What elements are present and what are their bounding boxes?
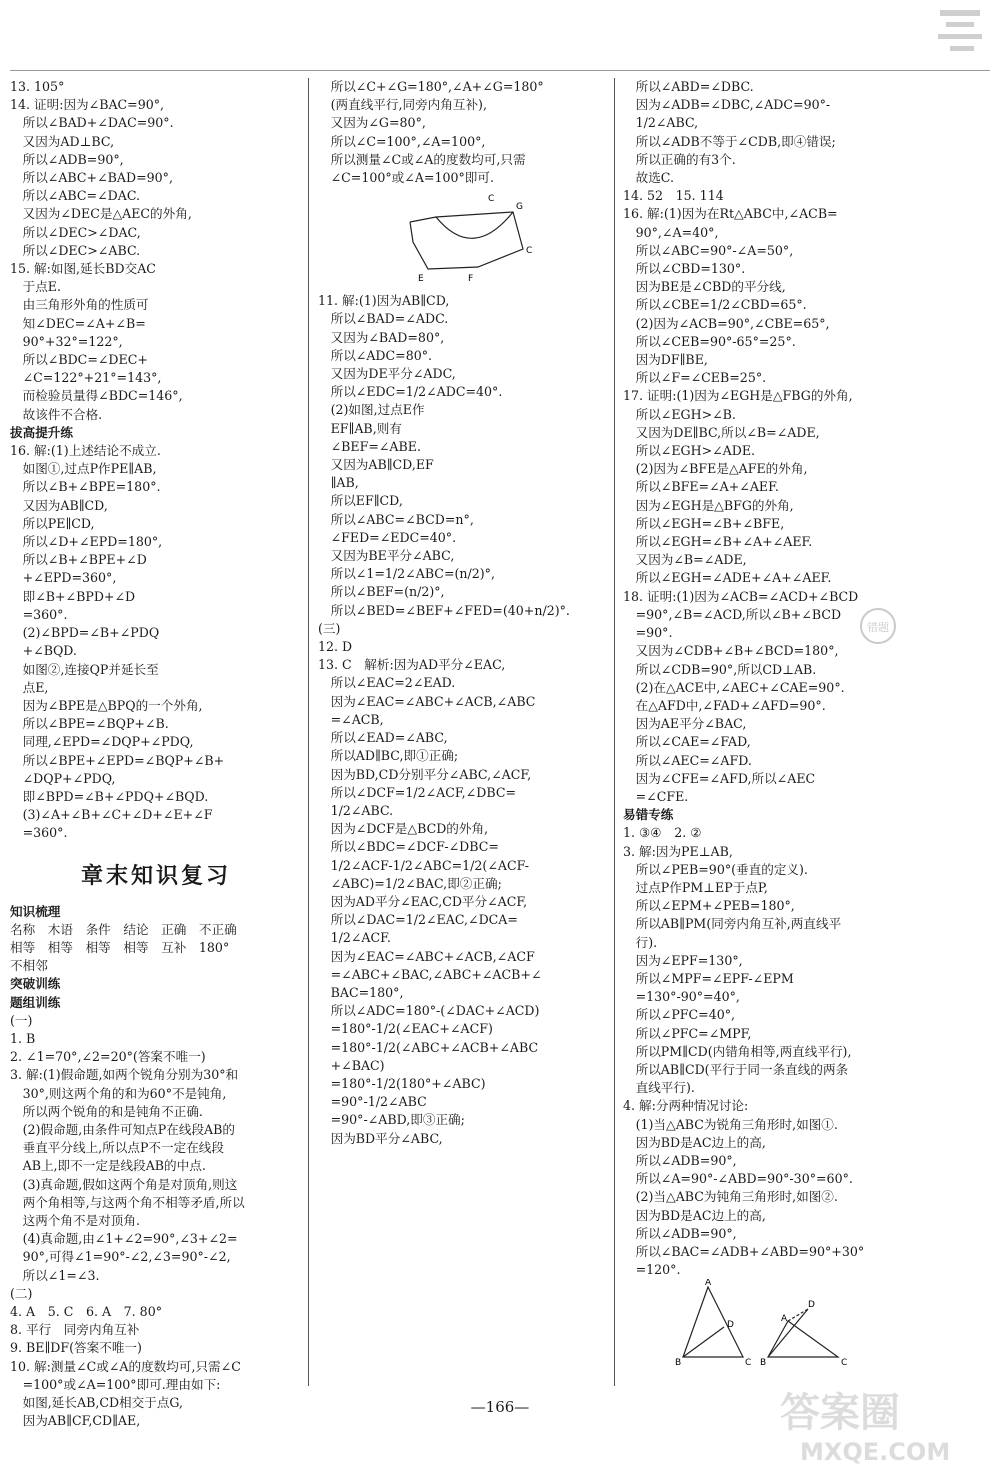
col3-line: 所以∠EGH=∠B+∠BFE, xyxy=(623,515,785,531)
col3-line: 因为BD是AC边上的高, xyxy=(623,1134,766,1150)
col3-line: (2)当△ABC为钝角三角形时,如图②. xyxy=(623,1189,838,1205)
svg-text:C: C xyxy=(841,1358,848,1369)
col2b-line: ∠BEF=∠ABE. xyxy=(318,438,421,454)
col1-line: 90°+32°=122°, xyxy=(10,333,123,349)
col2b-line: 又因为∠BAD=80°, xyxy=(318,329,445,345)
col3-line: (1)当△ABC为锐角三角形时,如图①. xyxy=(623,1116,838,1132)
col3-line: 90°,∠A=40°, xyxy=(623,224,719,240)
column-2-part-a xyxy=(318,78,610,187)
col2b-line: 1/2∠ACF. xyxy=(318,930,391,946)
col2b-line: 1/2∠ACF-1/2∠ABC=1/2(∠ACF- xyxy=(318,857,530,873)
col1-line: 所以∠DEC>∠DAC, xyxy=(10,224,141,240)
col3-line: 所以∠BFE=∠A+∠AEF. xyxy=(623,479,779,495)
col1-line: 所以∠BPE+∠EPD=∠BQP+∠B+ xyxy=(10,752,225,768)
col3-line: 所以∠CAE=∠FAD, xyxy=(623,734,751,750)
col2b-line: 因为∠EAC=∠ABC+∠ACB,∠ABC xyxy=(318,693,536,709)
col1b-line: (2)假命题,由条件可知点P在线段AB的 xyxy=(10,1121,235,1137)
svg-text:D: D xyxy=(808,1300,815,1311)
col1b-line: (二) xyxy=(10,1285,33,1301)
col3-line: 所以PM∥CD(内错角相等,两直线平行), xyxy=(623,1043,852,1059)
col1-line: ∠C=122°+21°=143°, xyxy=(10,370,162,386)
col3-line: 又因为DE∥BC,所以∠B=∠ADE, xyxy=(623,424,820,440)
col2b-line: 所以∠BAD=∠ADC. xyxy=(318,311,449,327)
col3-line: 因为BE是∠CBD的平分线, xyxy=(623,279,786,295)
col1b-line: 相等 相等 相等 相等 互补 180° xyxy=(10,939,230,955)
col1-line: 所以∠D+∠EPD=180°, xyxy=(10,534,163,550)
col3-line: 所以∠MPF=∠EPF-∠EPM xyxy=(623,970,794,986)
col3-line: 因为∠EPF=130°, xyxy=(623,952,743,968)
col2b-line: 所以∠EAD=∠ABC, xyxy=(318,730,448,746)
col3-line: 行). xyxy=(623,934,658,950)
col3-line: 因为∠EGH是△BFG的外角, xyxy=(623,497,794,513)
col3-line: 所以∠A=90°-∠ABD=90°-30°=60°. xyxy=(623,1171,853,1187)
col1-line: 所以∠ADB=90°, xyxy=(10,151,124,167)
col3-line: 所以∠AEC=∠AFD. xyxy=(623,752,752,768)
col3-line: 所以∠EGH>∠B. xyxy=(623,406,736,422)
col2b-line: 又因为AB∥CD,EF xyxy=(318,457,434,473)
col3-line: 在△AFD中,∠FAD+∠AFD=90°. xyxy=(623,697,826,713)
col3-line: 因为∠ADB=∠DBC,∠ADC=90°- xyxy=(623,97,831,113)
column-2-part-b xyxy=(318,292,610,1148)
col2b-line: 所以∠BED=∠BEF+∠FED=(40+n/2)°. xyxy=(318,602,570,618)
page-number: —166— xyxy=(470,1398,530,1416)
col3-line: (2)在△ACE中,∠AEC+∠CAE=90°. xyxy=(623,679,845,695)
col2b-line: EF∥AB,则有 xyxy=(318,420,402,436)
col2b-line: (三) xyxy=(318,620,341,636)
col2b-line: 所以∠EDC=1/2∠ADC=40°. xyxy=(318,384,503,400)
figure-pentagon-arc xyxy=(318,187,608,292)
column-divider-1 xyxy=(308,78,309,1386)
col1-line: 所以∠BDC=∠DEC+ xyxy=(10,352,148,368)
col3-line: 因为BD是AC边上的高, xyxy=(623,1207,766,1223)
col3-line: 所以∠BAC=∠ADB+∠ABD=90°+30° xyxy=(623,1244,865,1259)
col3-line: 4. 解:分两种情况讨论: xyxy=(623,1098,749,1114)
svg-text:C: C xyxy=(488,194,495,205)
col2b-line: BAC=180°, xyxy=(318,984,404,1000)
col1b-line: 因为AB∥CF,CD∥AE, xyxy=(10,1413,141,1429)
col1b-line: =100°或∠A=100°即可.理由如下: xyxy=(10,1376,221,1392)
col1b-line: 10. 解:测量∠C或∠A的度数均可,只需∠C xyxy=(10,1358,241,1374)
corner-logo-icon xyxy=(920,2,990,57)
svg-text:答案圈: 答案圈 xyxy=(780,1390,900,1436)
col1b-line: 题组训练 xyxy=(10,994,61,1010)
col1b-line: 垂直平分线上,所以点P不一定在线段 xyxy=(10,1140,224,1156)
col2b-line: 又因为BE平分∠ABC, xyxy=(318,548,455,564)
col2b-line: 所以∠BDC=∠DCF-∠DBC= xyxy=(318,839,499,855)
col1-line: 所以∠B+∠BPE=180°. xyxy=(10,479,161,495)
col2-line: ∠C=100°或∠A=100°即可. xyxy=(318,170,494,186)
col2b-line: 所以∠ADC=180°-(∠DAC+∠ACD) xyxy=(318,1003,540,1019)
col1-line: 即∠BPD=∠B+∠PDQ+∠BQD. xyxy=(10,788,209,804)
col1-line: (2)∠BPD=∠B+∠PDQ xyxy=(10,625,160,641)
col2b-line: 因为BD平分∠ABC, xyxy=(318,1130,443,1146)
col2b-line: ∥AB, xyxy=(318,475,359,491)
col2b-line: 12. D xyxy=(318,639,353,655)
col3-line: 3. 解:因为PE⊥AB, xyxy=(623,843,733,859)
col2b-line: 所以∠EAC=2∠EAD. xyxy=(318,675,456,691)
col3-line: (2)因为∠ACB=90°,∠CBE=65°, xyxy=(623,315,830,331)
col3-line: =∠CFE. xyxy=(623,788,689,804)
col3-line: 所以∠ABC=90°-∠A=50°, xyxy=(623,242,794,258)
col1-line: 如图②,连接QP并延长至 xyxy=(10,661,159,677)
col1b-line: (一) xyxy=(10,1012,33,1028)
col1b-line: 90°,可得∠1=90°-∠2,∠3=90°-∠2, xyxy=(10,1249,231,1265)
col3-line: =90°,∠B=∠ACD,所以∠B+∠BCD xyxy=(623,606,842,622)
col3-line: 过点P作PM⊥EP于点P, xyxy=(623,879,768,895)
column-1-solutions xyxy=(10,78,302,843)
col2b-line: 13. C 解析:因为AD平分∠EAC, xyxy=(318,657,506,673)
svg-text:E: E xyxy=(418,274,424,285)
col3-line: 所以∠ADB=90°, xyxy=(623,1225,737,1241)
column-3 xyxy=(623,78,923,1369)
col1b-line: 3. 解:(1)假命题,如两个锐角分别为30°和 xyxy=(10,1067,239,1083)
col2b-line: +∠BAC) xyxy=(318,1057,385,1073)
col1b-line: 9. BE∥DF(答案不唯一) xyxy=(10,1340,142,1356)
col1b-line: 2. ∠1=70°,∠2=20°(答案不唯一) xyxy=(10,1049,206,1065)
svg-text:A: A xyxy=(781,1314,788,1325)
col1-line: 所以∠B+∠BPE+∠D xyxy=(10,552,147,568)
col3-line: 所以∠F=∠CEB=25°. xyxy=(623,370,767,386)
col3-line: 所以正确的有3个. xyxy=(623,151,736,167)
col1b-line: 8. 平行 同旁内角互补 xyxy=(10,1322,140,1338)
col1-line: 如图①,过点P作PE∥AB, xyxy=(10,461,157,477)
svg-text:C: C xyxy=(745,1358,752,1369)
col1b-line: 知识梳理 xyxy=(10,903,61,919)
col1-line: (3)∠A+∠B+∠C+∠D+∠E+∠F xyxy=(10,807,213,823)
col3-line: 所以∠PFC=∠MPF, xyxy=(623,1025,752,1041)
col2-line: (两直线平行,同旁内角互补), xyxy=(318,97,487,113)
col1-line: 所以PE∥CD, xyxy=(10,515,95,531)
col3-line: 所以∠CEB=90°-65°=25°. xyxy=(623,333,796,349)
column-3-solutions xyxy=(623,78,923,1279)
col1-line: 16. 解:(1)上述结论不成立. xyxy=(10,443,161,459)
col3-line: 因为DF∥BE, xyxy=(623,352,708,368)
col3-line: 所以∠EPM+∠PEB=180°, xyxy=(623,898,795,914)
header-rule xyxy=(10,70,990,71)
col2b-line: 所以EF∥CD, xyxy=(318,493,403,509)
col1b-line: (3)真命题,假如这两个角是对顶角,则这 xyxy=(10,1176,238,1192)
col3-line: 1/2∠ABC, xyxy=(623,115,699,131)
col2b-line: ∠FED=∠EDC=40°. xyxy=(318,529,457,545)
svg-text:B: B xyxy=(675,1358,682,1369)
col1-line: 同理,∠EPD=∠DQP+∠PDQ, xyxy=(10,734,194,750)
col1b-line: 这两个角不是对顶角. xyxy=(10,1212,140,1228)
col2b-line: =180°-1/2(∠ABC+∠ACB+∠ABC xyxy=(318,1039,539,1055)
col1-line: 又因为AD⊥BC, xyxy=(10,133,115,149)
col1-line: 点E, xyxy=(10,679,49,695)
column-2 xyxy=(318,78,610,1148)
col2b-line: 因为AD平分∠EAC,CD平分∠ACF, xyxy=(318,893,528,909)
col3-line: 故选C. xyxy=(623,170,674,186)
chapter-heading: 章末知识复习 xyxy=(80,863,231,889)
col2b-line: 又因为DE平分∠ADC, xyxy=(318,366,456,382)
col1-line: 又因为AB∥CD, xyxy=(10,497,108,513)
col1-line: =360°. xyxy=(10,606,68,622)
col1-line: 因为∠BPE是△BPQ的一个外角, xyxy=(10,697,203,713)
col3-line: (2)因为∠BFE是△AFE的外角, xyxy=(623,461,808,477)
col1b-line: AB上,即不一定是线段AB的中点. xyxy=(10,1158,206,1174)
col1-line: +∠BQD. xyxy=(10,643,77,659)
col1-line: ∠DQP+∠PDQ, xyxy=(10,770,116,786)
col3-line: 直线平行). xyxy=(623,1080,695,1096)
col1b-line: (4)真命题,由∠1+∠2=90°,∠3+∠2= xyxy=(10,1231,238,1247)
svg-text:C: C xyxy=(526,246,533,257)
col3-line: 1. ③④ 2. ② xyxy=(623,825,702,841)
col3-line: 所以∠CBE=1/2∠CBD=65°. xyxy=(623,297,807,313)
col2b-line: (2)如图,过点E作 xyxy=(318,402,425,418)
col3-line: 所以∠EGH=∠B+∠A+∠AEF. xyxy=(623,534,813,550)
col3-line: 所以∠EGH=∠ADE+∠A+∠AEF. xyxy=(623,570,832,586)
col1-line: 由三角形外角的性质可 xyxy=(10,297,149,313)
svg-text:MXQE.COM: MXQE.COM xyxy=(800,1438,951,1466)
col1b-line: 突破训练 xyxy=(10,976,61,992)
svg-text:A: A xyxy=(705,1279,712,1289)
col2b-line: 所以∠1=1/2∠ABC=(n/2)°, xyxy=(318,566,495,582)
col2b-line: 所以AD∥BC,即①正确; xyxy=(318,748,459,764)
col1-line: =360°. xyxy=(10,825,68,841)
col2b-line: =90°-∠ABD,即③正确; xyxy=(318,1112,465,1128)
col2b-line: 所以∠ADC=80°. xyxy=(318,347,433,363)
col2b-line: 所以∠BEF=(n/2)°, xyxy=(318,584,445,600)
col3-line: 所以∠CDB=90°,所以CD⊥AB. xyxy=(623,661,817,677)
col1-line: 所以∠BPE=∠BQP+∠B. xyxy=(10,716,169,732)
col3-line: 所以∠PFC=40°, xyxy=(623,1007,736,1023)
col3-line: 所以AB∥CD(平行于同一条直线的两条 xyxy=(623,1061,849,1077)
col1-line: 所以∠ABC=∠DAC. xyxy=(10,188,141,204)
col2b-line: 因为∠DCF是△BCD的外角, xyxy=(318,821,489,837)
col1b-line: 两个角相等,与这两个角不相等矛盾,所以 xyxy=(10,1194,245,1210)
stamp-icon xyxy=(858,606,898,646)
col3-line: 又因为∠B=∠ADE, xyxy=(623,552,747,568)
svg-text:错题: 错题 xyxy=(867,621,889,634)
col1-line: +∠EPD=360°, xyxy=(10,570,117,586)
col3-line: =130°-90°=40°, xyxy=(623,989,740,1005)
col3-line: 所以∠ADB=90°, xyxy=(623,1152,737,1168)
col2b-line: 11. 解:(1)因为AB∥CD, xyxy=(318,293,450,309)
col2b-line: 因为BD,CD分别平分∠ABC,∠ACF, xyxy=(318,766,532,782)
col2b-line: =90°-1/2∠ABC xyxy=(318,1094,427,1110)
col1-line: 知∠DEC=∠A+∠B= xyxy=(10,315,146,331)
col3-line: 所以∠CBD=130°. xyxy=(623,261,746,277)
col3-line: =90°. xyxy=(623,625,673,641)
col1-line: 14. 证明:因为∠BAC=90°, xyxy=(10,97,165,113)
col1-line: 故该件不合格. xyxy=(10,406,103,422)
col3-line: 因为AE平分∠BAC, xyxy=(623,716,747,732)
col2b-line: 所以∠ABC=∠BCD=n°, xyxy=(318,511,474,527)
col2b-line: 因为∠EAC=∠ABC+∠ACB,∠ACF xyxy=(318,948,535,964)
col3-line: =120°. xyxy=(623,1262,681,1278)
col1-line: 所以∠ABC+∠BAD=90°, xyxy=(10,170,173,186)
col2b-line: =∠ABC+∠BAC,∠ABC+∠ACB+∠ xyxy=(318,966,542,982)
watermark-logo xyxy=(770,1378,990,1468)
svg-text:G: G xyxy=(516,202,523,213)
col3-line: 又因为∠CDB+∠B+∠BCD=180°, xyxy=(623,643,839,659)
col1b-line: 30°,则这两个角的和为60°不是钝角, xyxy=(10,1085,227,1101)
column-1 xyxy=(10,78,302,1430)
col1-line: 拔高提升练 xyxy=(10,424,73,440)
col3-line: 所以∠PEB=90°(垂直的定义). xyxy=(623,861,808,877)
col2-line: 所以∠C=100°,∠A=100°, xyxy=(318,133,486,149)
col2-line: 所以∠C+∠G=180°,∠A+∠G=180° xyxy=(318,79,544,94)
column-divider-2 xyxy=(614,78,615,1386)
col1b-line: 4. A 5. C 6. A 7. 80° xyxy=(10,1304,163,1319)
col1b-line: 如图,延长AB,CD相交于点G, xyxy=(10,1395,184,1411)
col2b-line: =∠ACB, xyxy=(318,711,384,727)
column-1-review xyxy=(10,903,302,1431)
col2b-line: =180°-1/2(∠EAC+∠ACF) xyxy=(318,1021,493,1037)
col1-line: 即∠B+∠BPD+∠D xyxy=(10,588,136,604)
col1-line: 13. 105° xyxy=(10,79,65,94)
col1-line: 所以∠DEC>∠ABC. xyxy=(10,242,141,258)
figure-two-triangles xyxy=(623,1279,923,1369)
col1b-line: 名称 木语 条件 结论 正确 不正确 xyxy=(10,921,237,937)
col3-line: 所以AB∥PM(同旁内角互补,两直线平 xyxy=(623,916,842,932)
col2b-line: 所以∠DAC=1/2∠EAC,∠DCA= xyxy=(318,912,518,928)
svg-text:D: D xyxy=(727,1320,734,1331)
col3-line: 所以∠ABD=∠DBC. xyxy=(623,79,754,94)
col3-line: 17. 证明:(1)因为∠EGH是△FBG的外角, xyxy=(623,388,853,404)
svg-text:B: B xyxy=(760,1358,767,1369)
col2-line: 所以测量∠C或∠A的度数均可,只需 xyxy=(318,151,526,167)
col1b-line: 不相邻 xyxy=(10,958,48,974)
col3-line: 18. 证明:(1)因为∠ACB=∠ACD+∠BCD xyxy=(623,588,859,604)
col1-line: 而检验员量得∠BDC=146°, xyxy=(10,388,183,404)
col2b-line: ∠ABC)=1/2∠BAC,即②正确; xyxy=(318,875,502,891)
col1-line: 所以∠BAD+∠DAC=90°. xyxy=(10,115,174,131)
col1-line: 又因为∠DEC是△AEC的外角, xyxy=(10,206,192,222)
col2b-line: 1/2∠ABC. xyxy=(318,802,394,818)
col3-line: 14. 52 15. 114 xyxy=(623,188,724,204)
col1-line: 15. 解:如图,延长BD交AC xyxy=(10,261,156,277)
col2-line: 又因为∠G=80°, xyxy=(318,115,426,131)
col3-line: 所以∠ADB不等于∠CDB,即④错误; xyxy=(623,133,836,149)
col3-line: 易错专练 xyxy=(623,807,674,823)
col3-line: 所以∠EGH>∠ADE. xyxy=(623,443,756,459)
col1b-line: 所以∠1=∠3. xyxy=(10,1267,100,1283)
col3-line: 16. 解:(1)因为在Rt△ABC中,∠ACB= xyxy=(623,206,838,222)
col1-line: 于点E. xyxy=(10,279,61,295)
col2b-line: =180°-1/2(180°+∠ABC) xyxy=(318,1075,486,1091)
col1b-line: 1. B xyxy=(10,1030,36,1046)
svg-text:F: F xyxy=(468,274,474,285)
col3-line: 因为∠CFE=∠AFD,所以∠AEC xyxy=(623,770,816,786)
col2b-line: 所以∠DCF=1/2∠ACF,∠DBC= xyxy=(318,784,517,800)
col1b-line: 所以两个锐角的和是钝角不正确. xyxy=(10,1103,203,1119)
